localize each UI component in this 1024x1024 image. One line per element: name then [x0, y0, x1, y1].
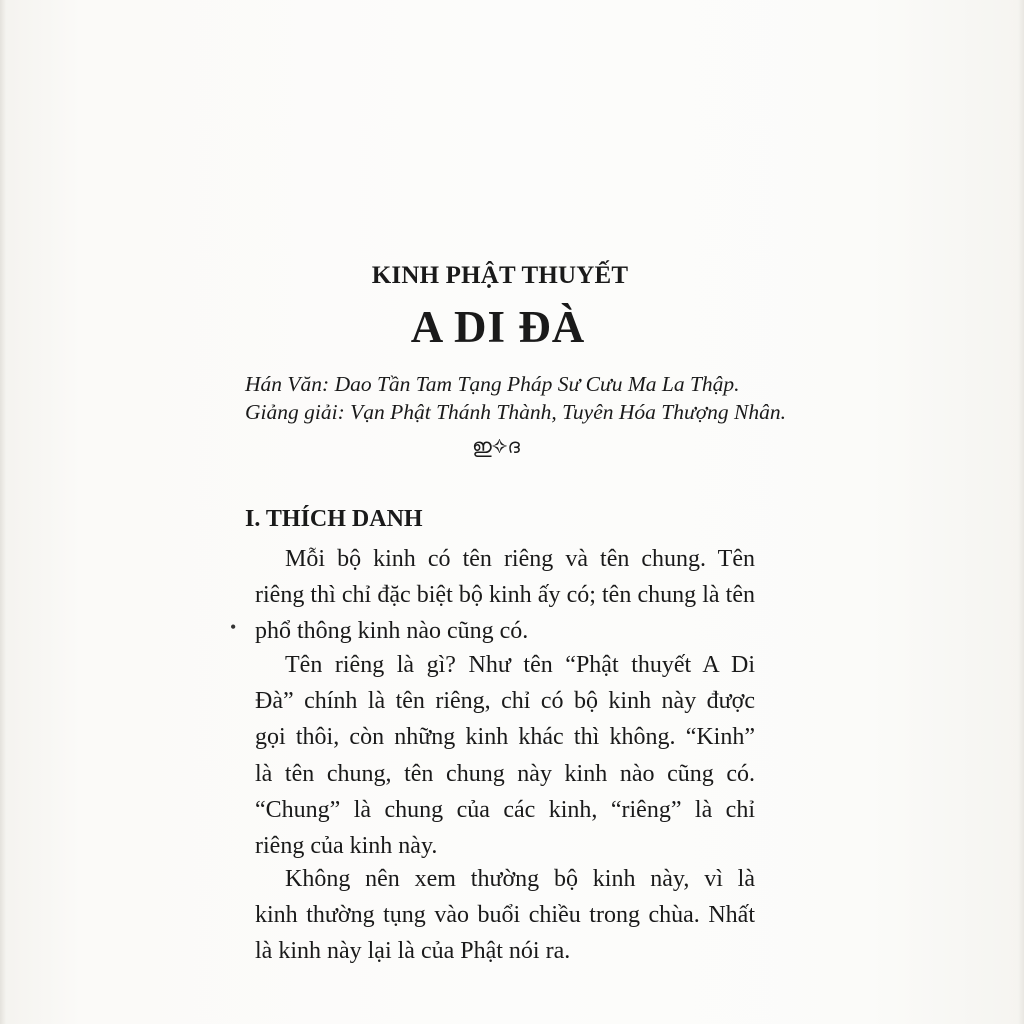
paragraph-line: gọi thôi, còn những kinh khác thì không. “Kinh”: [255, 724, 755, 751]
paragraph-line: Đà” chính là tên riêng, chỉ có bộ kinh này được: [255, 688, 755, 715]
paragraph-line: là tên chung, tên chung này kinh nào cũng có.: [255, 760, 755, 787]
paragraph-line: Không nên xem thường bộ kinh này, vì là: [285, 866, 755, 892]
paragraph-line: phổ thông kinh nào cũng có.: [255, 618, 529, 645]
ornament-divider: ഇ✧ദ: [472, 436, 520, 458]
paragraph-line: là kinh này lại là của Phật nói ra.: [255, 938, 571, 965]
paragraph-line: riêng thì chỉ đặc biệt bộ kinh ấy có; tên chung là tên: [255, 582, 755, 609]
page-left-edge: [0, 0, 6, 1024]
paragraph-line: kinh thường tụng vào buổi chiều trong chùa. Nhất: [255, 902, 755, 929]
paragraph-2: [255, 647, 755, 864]
credit-translator: Hán Văn: Dao Tần Tam Tạng Pháp Sư Cưu Ma La Thập.: [245, 372, 740, 396]
paragraph-line: Tên riêng là gì? Như tên “Phật thuyết A Di: [285, 652, 755, 678]
paragraph-line: riêng của kinh này.: [255, 833, 438, 860]
credit-commentary: Giảng giải: Vạn Phật Thánh Thành, Tuyên Hóa Thượng Nhân.: [245, 400, 787, 424]
margin-mark: •: [230, 617, 237, 637]
paragraph-line: Mỗi bộ kinh có tên riêng và tên chung. Tên: [285, 546, 755, 572]
page-right-edge: [1018, 0, 1024, 1024]
title-main: A DI ĐÀ: [410, 302, 586, 352]
paragraph-1: [255, 541, 755, 650]
title-top-line: KINH PHẬT THUYẾT: [371, 262, 629, 289]
paragraph-3: [255, 861, 755, 970]
section-heading: I. THÍCH DANH: [245, 506, 423, 532]
paragraph-line: “Chung” là chung của các kinh, “riêng” là chỉ: [255, 796, 755, 823]
